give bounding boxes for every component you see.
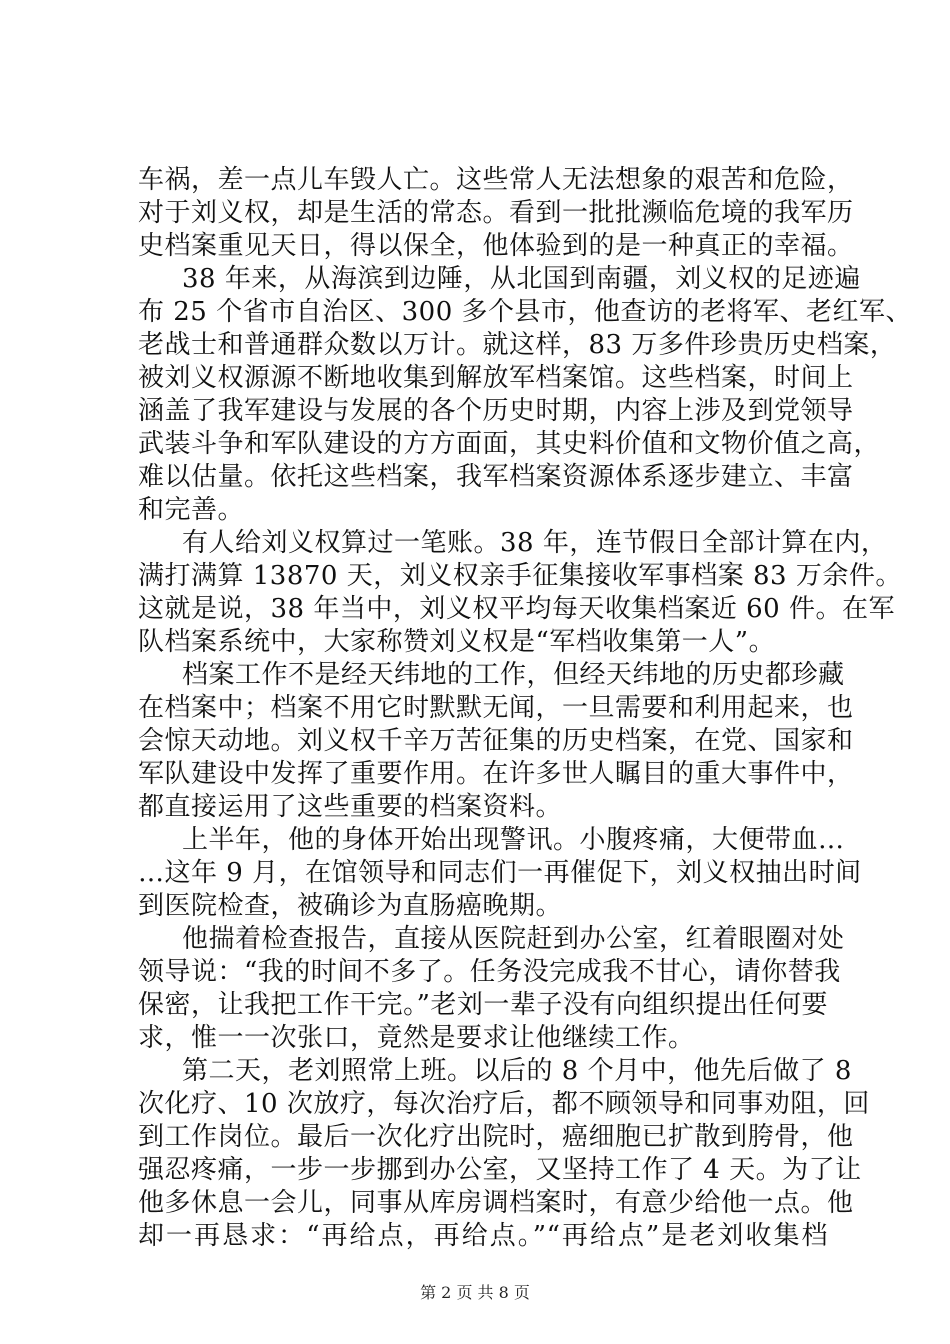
paragraph-first-line: 第二天，老刘照常上班。以后的 8 个月中，他先后做了 8 — [182, 1056, 852, 1086]
text-line: 涵盖了我军建设与发展的各个历史时期，内容上涉及到党领导 — [138, 396, 854, 426]
text-line: 队档案系统中，大家称赞刘义权是“军档收集第一人”。 — [138, 627, 776, 657]
text-line: 老战士和普通群众数以万计。就这样，83 万多件珍贵历史档案， — [138, 330, 897, 360]
text-line: 布 25 个省市自治区、300 多个县市，他查访的老将军、老红军、 — [138, 297, 913, 327]
text-line: 军队建设中发挥了重要作用。在许多世人瞩目的重大事件中， — [138, 759, 854, 789]
paragraph-first-line: 有人给刘义权算过一笔账。38 年，连节假日全部计算在内， — [182, 528, 888, 558]
paragraph-first-line: 上半年，他的身体开始出现警讯。小腹疼痛，大便带血… — [182, 825, 845, 855]
text-line: 求，惟一一次张口，竟然是要求让他继续工作。 — [138, 1023, 695, 1053]
document-body — [138, 164, 913, 1253]
text-line: 到工作岗位。最后一次化疗出院时，癌细胞已扩散到胯骨，他 — [138, 1122, 854, 1152]
text-line: 满打满算 13870 天，刘义权亲手征集接收军事档案 83 万余件。 — [138, 561, 902, 591]
paragraph-first-line: 他揣着检查报告，直接从医院赶到办公室，红着眼圈对处 — [182, 924, 845, 954]
text-line: 保密，让我把工作干完。”老刘一辈子没有向组织提出任何要 — [138, 990, 828, 1020]
page-number-footer: 第 2 页 共 8 页 — [420, 1283, 530, 1302]
text-line: …这年 9 月，在馆领导和同志们一再催促下，刘义权抽出时间 — [138, 858, 862, 888]
paragraph-first-line: 38 年来，从海滨到边陲，从北国到南疆，刘义权的足迹遍 — [182, 264, 861, 294]
text-line: 史档案重见天日，得以保全，他体验到的是一种真正的幸福。 — [138, 231, 854, 261]
text-line: 和完善。 — [138, 495, 245, 525]
text-line: 强忍疼痛，一步一步挪到办公室，又坚持工作了 4 天。为了让 — [138, 1155, 862, 1185]
text-line: 这就是说，38 年当中，刘义权平均每天收集档案近 60 件。在军 — [138, 594, 895, 624]
text-line: 武装斗争和军队建设的方方面面，其史料价值和文物价值之高， — [138, 429, 881, 459]
text-line: 会惊天动地。刘义权千辛万苦征集的历史档案，在党、国家和 — [138, 726, 854, 756]
paragraph-first-line: 档案工作不是经天纬地的工作，但经天纬地的历史都珍藏 — [182, 660, 845, 690]
text-line: 领导说：“我的时间不多了。任务没完成我不甘心，请你替我 — [138, 957, 841, 987]
text-line: 到医院检查，被确诊为直肠癌晚期。 — [138, 891, 563, 921]
text-line: 次化疗、10 次放疗，每次治疗后，都不顾领导和同事劝阻，回 — [138, 1089, 870, 1119]
text-line: 在档案中；档案不用它时默默无闻，一旦需要和利用起来，也 — [138, 693, 854, 723]
text-line: 都直接运用了这些重要的档案资料。 — [138, 792, 563, 822]
text-line: 他多休息一会儿，同事从库房调档案时，有意少给他一点。他 — [138, 1188, 854, 1218]
text-line: 难以估量。依托这些档案，我军档案资源体系逐步建立、丰富 — [138, 462, 854, 492]
text-line: 却一再恳求：“再给点，再给点。”“再给点”是老刘收集档 — [138, 1221, 828, 1251]
text-line: 对于刘义权，却是生活的常态。看到一批批濒临危境的我军历 — [138, 198, 854, 228]
text-line: 车祸，差一点儿车毁人亡。这些常人无法想象的艰苦和危险， — [138, 165, 854, 195]
text-line: 被刘义权源源不断地收集到解放军档案馆。这些档案，时间上 — [138, 363, 854, 393]
